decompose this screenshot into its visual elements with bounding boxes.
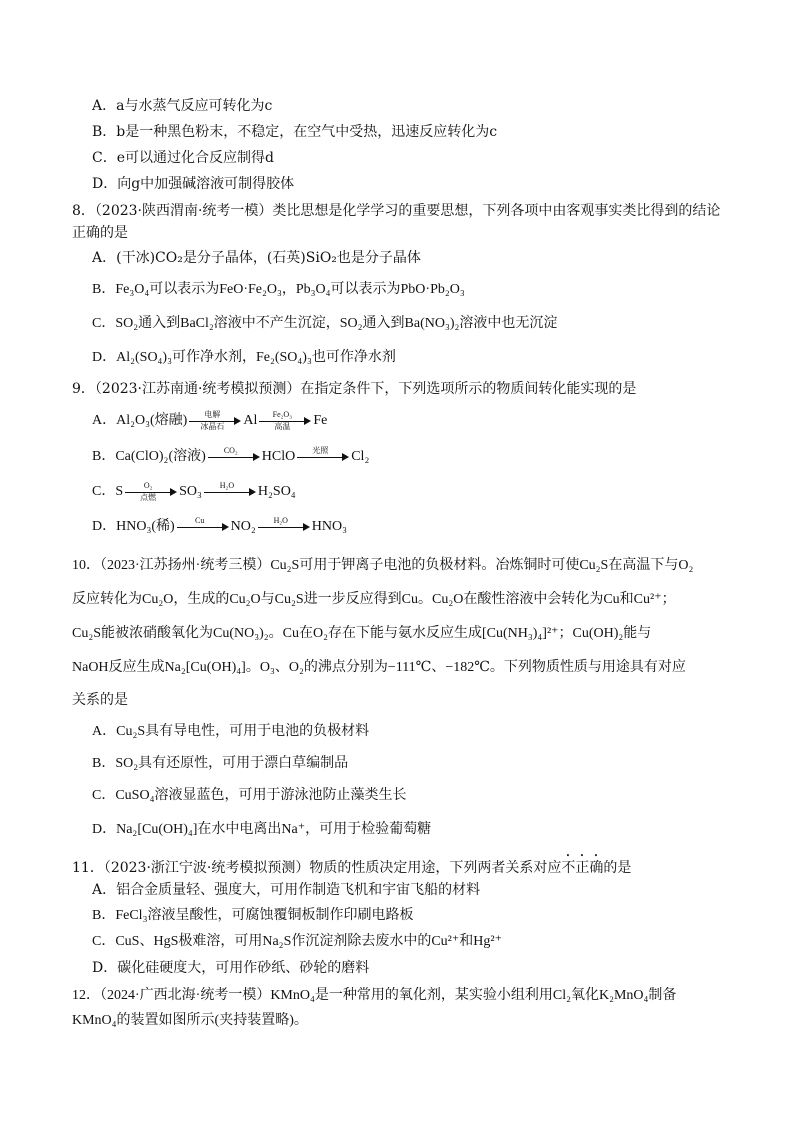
q9a-arrow1-bottom: 冰晶石 xyxy=(200,422,225,431)
q9c-start: S xyxy=(115,484,124,500)
q10-option-a: A．Cu₂S具有导电性，可用于电池的负极材料 xyxy=(92,724,370,739)
q9b-arrow2 xyxy=(297,447,349,467)
q11-stem-start: 11．（2023·浙江宁波·统考模拟预测）物质的性质决定用途，下列两者关系对应 xyxy=(72,860,562,876)
q9b-start: Ca(ClO)₂(溶液) xyxy=(115,449,206,465)
q9-option-d xyxy=(92,517,347,537)
q9d-mid: NO₂ xyxy=(230,519,256,535)
q9c-arrow1-bottom: 点燃 xyxy=(140,493,157,502)
q9a-arrow1-top: 电解 xyxy=(204,410,221,419)
q11-option-a: A．铝合金质量轻、强度大，可用作制造飞机和宇宙飞船的材料 xyxy=(92,882,481,898)
q9-stem: 9．（2023·江苏南通·统考模拟预测）在指定条件下，下列选项所示的物质间转化能实现的是 xyxy=(72,381,637,397)
q12-stem-line2: KMnO₄的装置如图所示(夹持装置略)。 xyxy=(72,1013,308,1028)
q11-option-c: C．CuS、HgS极难溶，可用Na₂S作沉淀剂除去废水中的Cu²⁺和Hg²⁺ xyxy=(92,934,502,949)
q7-option-b: B．b是一种黑色粉末，不稳定，在空气中受热，迅速反应转化为c xyxy=(92,124,498,140)
q9d-arrow2 xyxy=(258,517,310,537)
q9d-arrow2-top: H₂O xyxy=(273,516,288,525)
q11-stem-end: 的是 xyxy=(603,860,632,876)
q9a-mid: Al xyxy=(243,413,258,429)
q11-option-b: B．FeCl₃溶液呈酸性，可腐蚀覆铜板制作印刷电路板 xyxy=(92,908,414,923)
q11-option-d: D．碳化硅硬度大，可用作砂纸、砂轮的磨料 xyxy=(92,960,370,976)
q9c-arrow2-top: H₂O xyxy=(219,481,235,490)
q11-stem-emphasis: 不正确 xyxy=(561,860,604,876)
q10-stem-line4: NaOH反应生成Na₂[Cu(OH)₄]。O₃、O₂的沸点分别为−111℃、−182℃。下列物质性质与用途具有对应 xyxy=(72,660,686,675)
q9b-mid: HClO xyxy=(261,449,296,465)
q9a-end: Fe xyxy=(313,413,328,429)
q9a-arrow2-bottom: 高温 xyxy=(274,422,291,431)
q9-option-a xyxy=(92,411,327,431)
q9-option-b xyxy=(92,447,369,467)
q9a-arrow2-top: Fe₂O₃ xyxy=(272,410,292,419)
q9b-arrow2-top: 光照 xyxy=(312,446,329,455)
q8-option-a: A．(干冰)CO₂是分子晶体，(石英)SiO₂也是分子晶体 xyxy=(92,250,421,266)
q9c-mid: SO₃ xyxy=(179,484,202,500)
q9c-arrow2 xyxy=(204,482,256,502)
q10-stem-line5: 关系的是 xyxy=(72,692,128,708)
q7-option-d: D．向g中加强碱溶液可制得胶体 xyxy=(92,176,295,192)
q8-stem-line2: 正确的是 xyxy=(72,225,128,241)
q10-option-c: C．CuSO₄溶液显蓝色，可用于游泳池防止藻类生长 xyxy=(92,788,407,803)
q9c-arrow1-top: O₂ xyxy=(143,481,153,490)
q9a-arrow2 xyxy=(259,411,311,431)
q9c-label: C． xyxy=(92,484,116,500)
q8-option-c: C．SO₂通入到BaCl₂溶液中不产生沉淀，SO₂通入到Ba(NO₃)₂溶液中也无沉淀 xyxy=(92,316,558,331)
q9b-end: Cl₂ xyxy=(351,449,370,465)
q9d-start: HNO₃(稀) xyxy=(116,519,175,535)
q9d-arrow1 xyxy=(177,517,229,537)
q10-stem-line3: Cu₂S能被浓硝酸氧化为Cu(NO₃)₂。Cu在O₂存在下能与氨水反应生成[Cu(NH₃)₄]²⁺；Cu(OH)₂能与 xyxy=(72,626,652,641)
q9b-arrow1 xyxy=(208,447,260,467)
q9d-end: HNO₃ xyxy=(311,519,347,535)
q8-option-b: B．Fe₃O₄可以表示为FeO·Fe₂O₃，Pb₃O₄可以表示为PbO·Pb₂O₃ xyxy=(92,282,465,297)
q9-option-c xyxy=(92,482,296,502)
q11-stem xyxy=(72,852,631,878)
q9a-start: Al₂O₃(熔融) xyxy=(116,413,188,429)
q10-option-d: D．Na₂[Cu(OH)₄]在水中电离出Na⁺，可用于检验葡萄糖 xyxy=(92,822,432,837)
q9c-end: H₂SO₄ xyxy=(257,484,296,500)
q9b-arrow1-top: CO₂ xyxy=(223,446,238,455)
q8-stem-line1: 8．（2023·陕西渭南·统考一模）类比思想是化学学习的重要思想，下列各项中由客观事实类比得到的结论 xyxy=(72,203,721,219)
q9d-arrow1-top: Cu xyxy=(195,516,205,525)
q9c-arrow1 xyxy=(125,482,177,502)
q10-stem-line1: 10．（2023·江苏扬州·统考三模）Cu₂S可用于钾离子电池的负极材料。冶炼铜时可使Cu₂S在高温下与O₂ xyxy=(72,558,694,573)
q7-option-a: A．a与水蒸气反应可转化为c xyxy=(92,98,273,114)
q9a-label: A． xyxy=(92,413,117,429)
q10-stem-line2: 反应转化为Cu₂O，生成的Cu₂O与Cu₂S进一步反应得到Cu。Cu₂O在酸性溶液中会转化为Cu和Cu²⁺； xyxy=(72,592,676,607)
q9b-label: B． xyxy=(92,449,116,465)
q9d-label: D． xyxy=(92,519,117,535)
q10-option-b: B．SO₂具有还原性，可用于漂白草编制品 xyxy=(92,756,349,771)
q8-option-d: D．Al₂(SO₄)₃可作净水剂，Fe₂(SO₄)₃也可作净水剂 xyxy=(92,350,396,365)
q12-stem-line1: 12．（2024·广西北海·统考一模）KMnO₄是一种常用的氧化剂，某实验小组利用Cl₂氧化K₂MnO₄制备 xyxy=(72,988,677,1003)
q7-option-c: C．e可以通过化合反应制得d xyxy=(92,150,274,166)
q9a-arrow1 xyxy=(189,411,241,431)
